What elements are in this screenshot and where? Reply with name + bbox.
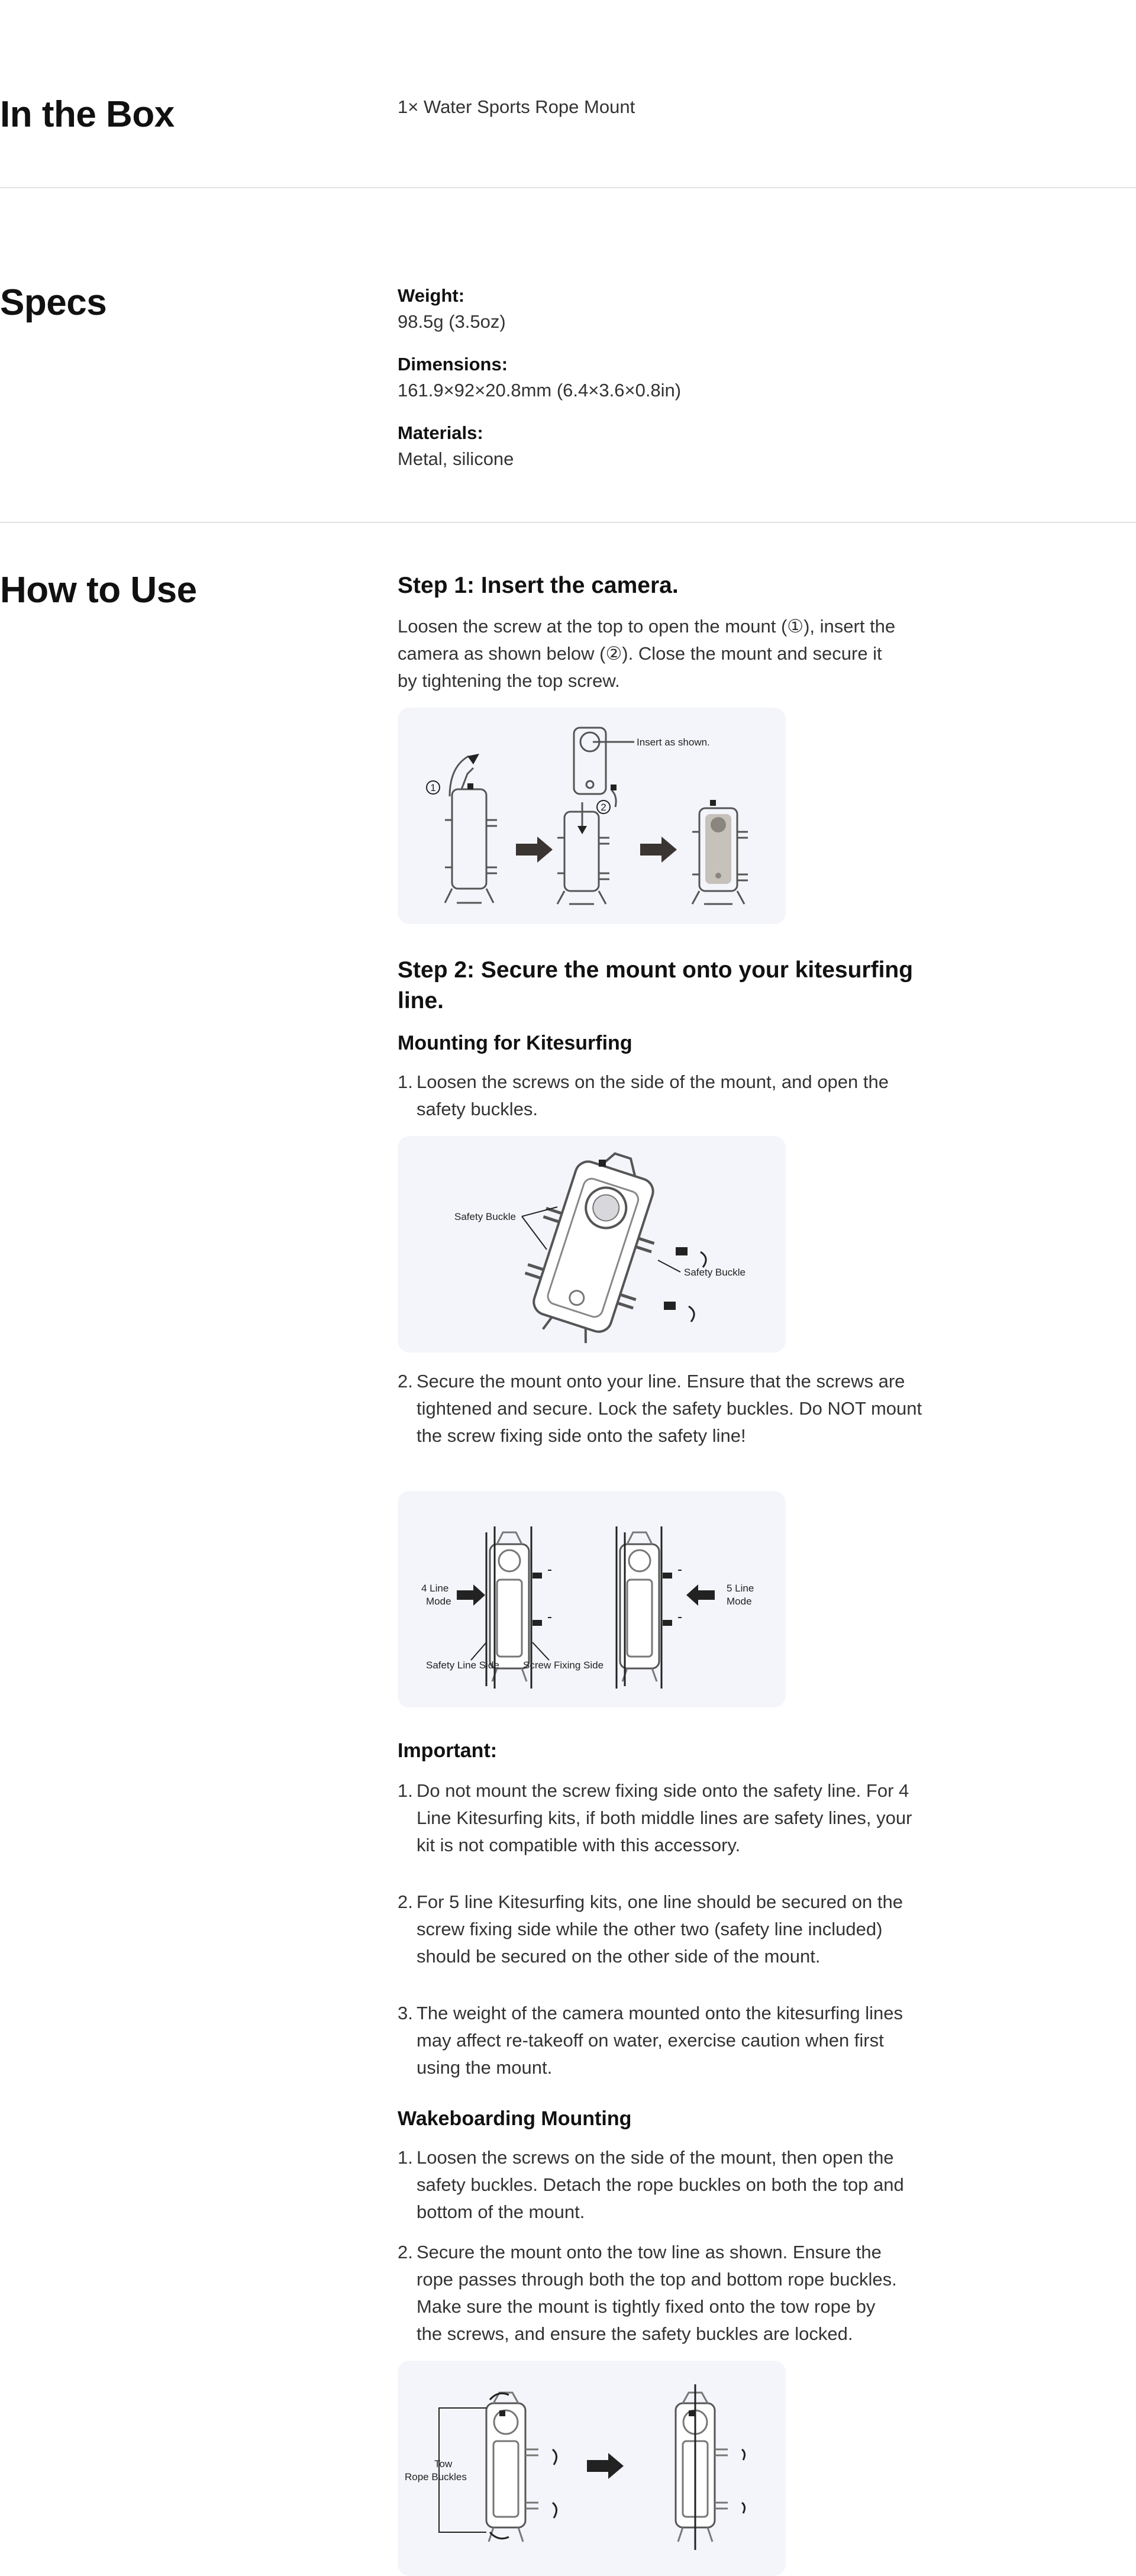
step2-heading: Step 2: Secure the mount onto your kitesurfing line. (398, 957, 914, 1013)
list-text (417, 1777, 912, 1859)
step1-heading: Step 1: Insert the camera. (398, 573, 679, 598)
text-line: by tightening the top screw. (398, 670, 620, 691)
kitesurfing-step-2 (398, 1368, 948, 1450)
step1-text (398, 613, 948, 695)
wakeboarding-item-2 (398, 2239, 948, 2348)
important-item-1 (398, 1777, 948, 1859)
text-line: using the mount. (417, 2057, 553, 2078)
insert-callout: Insert as shown. (637, 737, 710, 748)
specs-list (398, 283, 948, 472)
text-line: safety buckles. Detach the rope buckles on both the top and (417, 2174, 904, 2195)
list-number: 1. (398, 2147, 413, 2168)
specs-title: Specs (0, 282, 107, 323)
safety-buckle-label-left: Safety Buckle (454, 1211, 516, 1222)
text-line: should be secured on the other side of the mount. (417, 1946, 821, 1967)
safety-line-side-label: Safety Line Side (426, 1660, 499, 1671)
in-the-box-title: In the Box (0, 94, 175, 135)
screw-fixing-side-label: Screw Fixing Side (523, 1660, 604, 1671)
list-item (398, 2144, 948, 2226)
text-line: Line Kitesurfing kits, if both middle lines are safety lines, your (417, 1807, 912, 1828)
text-line: Secure the mount onto the tow line as shown. Ensure the (417, 2242, 882, 2262)
open-buckles-illustration (398, 1136, 786, 1352)
tow-rope-illustration (398, 2361, 786, 2576)
list-item (398, 1069, 948, 1123)
spec-value: 161.9×92×20.8mm (6.4×3.6×0.8in) (398, 380, 682, 401)
spec-item-weight (398, 283, 948, 351)
in-the-box-section (0, 0, 1136, 188)
important-item-3 (398, 2000, 948, 2081)
list-number: 2. (398, 1891, 413, 1912)
text-line: camera as shown below (②). Close the mount and secure it (398, 643, 882, 664)
text-line: kit is not compatible with this accessory. (417, 1835, 741, 1855)
list-number: 2. (398, 1371, 413, 1392)
important-heading: Important: (398, 1739, 498, 1762)
text-line: The weight of the camera mounted onto the kitesurfing lines (417, 2003, 903, 2023)
in-the-box-item: 1× Water Sports Rope Mount (398, 96, 635, 117)
how-to-use-section (0, 523, 1136, 2564)
spec-label: Dimensions: (398, 354, 508, 375)
how-to-use-title: How to Use (0, 570, 197, 611)
safety-buckle-label-right: Safety Buckle (684, 1267, 746, 1278)
list-text (417, 1889, 903, 1970)
mode5-label-a: 5 Line (727, 1583, 754, 1594)
tow-label-a: Tow (434, 2458, 453, 2470)
spec-value: 98.5g (3.5oz) (398, 311, 506, 332)
text-line: Secure the mount onto your line. Ensure that the screws are (417, 1371, 905, 1392)
mode4-label-a: 4 Line (421, 1583, 449, 1594)
specs-section (0, 188, 1136, 523)
insert-camera-illustration (398, 708, 786, 924)
text-line: Loosen the screws on the side of the mount, then open the (417, 2147, 894, 2168)
text-line: the screw fixing side onto the safety line! (417, 1425, 746, 1446)
list-number: 1. (398, 1071, 413, 1092)
list-item (398, 1889, 948, 1970)
kitesurfing-heading: Mounting for Kitesurfing (398, 1032, 632, 1054)
text-line: the screws, and ensure the safety buckles are locked. (417, 2323, 853, 2344)
tow-rope-diagram (398, 2361, 786, 2576)
spec-item-dimensions (398, 351, 948, 420)
kitesurfing-step-1 (398, 1069, 948, 1123)
step1-diagram (398, 708, 786, 924)
list-number: 2. (398, 2242, 413, 2262)
spec-label: Materials: (398, 422, 483, 443)
text-line: Make sure the mount is tightly fixed onto the tow rope by (417, 2296, 876, 2317)
text-line: tightened and secure. Lock the safety buckles. Do NOT mount (417, 1398, 922, 1419)
text-line: screw fixing side while the other two (safety line included) (417, 1919, 883, 1939)
list-number: 1. (398, 1780, 413, 1801)
list-number: 3. (398, 2003, 413, 2023)
mode4-label-b: Mode (426, 1596, 451, 1607)
mode5-label-b: Mode (727, 1596, 752, 1607)
spec-item-materials (398, 420, 948, 472)
line-mode-illustration (398, 1491, 786, 1707)
text-line: bottom of the mount. (417, 2201, 585, 2222)
important-item-2 (398, 1889, 948, 1970)
text-line: Do not mount the screw fixing side onto the safety line. For 4 (417, 1780, 909, 1801)
list-text (417, 2000, 903, 2081)
line-mode-diagram (398, 1491, 786, 1707)
text-line: may affect re-takeoff on water, exercise caution when first (417, 2030, 884, 2051)
list-text (417, 2239, 897, 2348)
list-item (398, 2239, 948, 2348)
text-line: Loosen the screws on the side of the mount, and open the (417, 1071, 889, 1092)
step-marker-1: 1 (430, 782, 436, 793)
list-text (417, 1368, 922, 1450)
text-line: Loosen the screw at the top to open the mount (①), insert the (398, 616, 896, 637)
wakeboarding-heading: Wakeboarding Mounting (398, 2107, 632, 2130)
text-line: rope passes through both the top and bottom rope buckles. (417, 2269, 897, 2290)
spec-value: Metal, silicone (398, 448, 514, 469)
list-item (398, 2000, 948, 2081)
text-line: safety buckles. (417, 1099, 538, 1119)
how-to-use-content (398, 570, 948, 2576)
wakeboarding-item-1 (398, 2144, 948, 2226)
list-item (398, 1368, 948, 1450)
text-line: For 5 line Kitesurfing kits, one line should be secured on the (417, 1891, 903, 1912)
safety-buckle-diagram (398, 1136, 786, 1352)
list-item (398, 1777, 948, 1859)
list-text (417, 2144, 904, 2226)
list-text (417, 1069, 889, 1123)
tow-label-b: Rope Buckles (405, 2471, 467, 2483)
step-marker-2: 2 (601, 802, 606, 813)
spec-label: Weight: (398, 285, 465, 306)
